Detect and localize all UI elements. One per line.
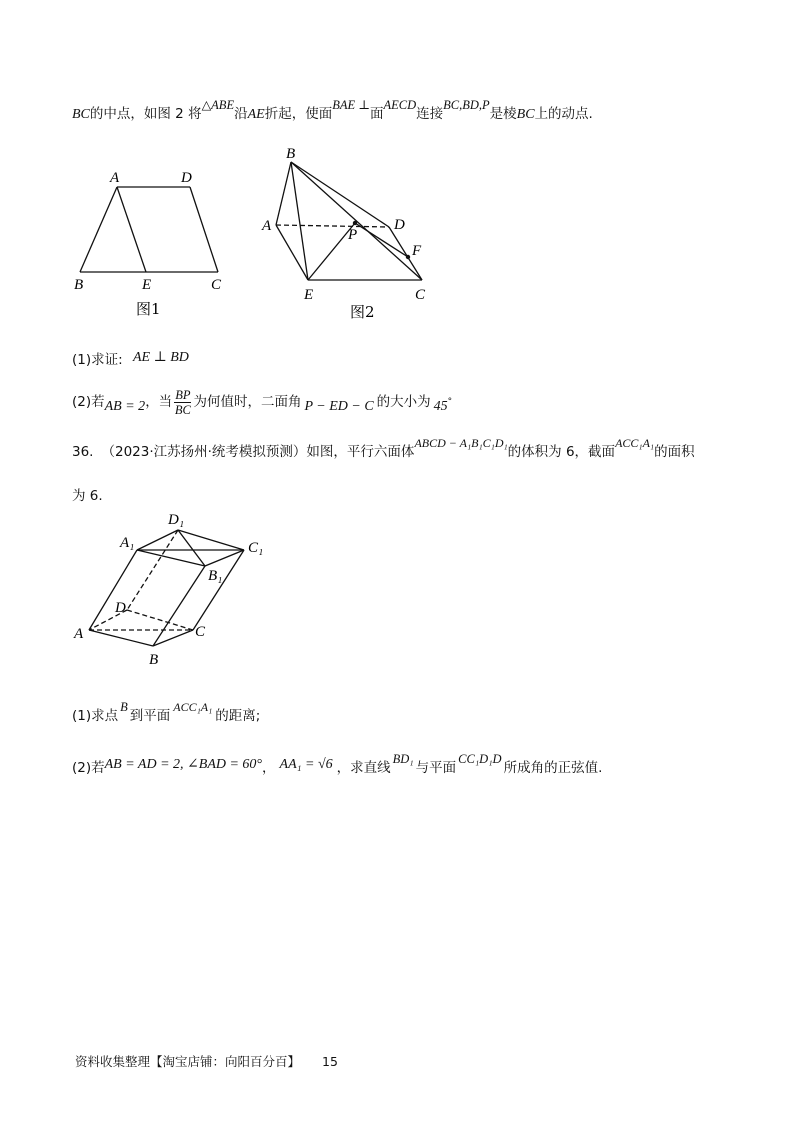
footer-text: 资料收集整理【淘宝店铺：向阳百分百】 <box>75 1054 301 1069</box>
math-bc: BC <box>72 107 90 122</box>
q2-size-is: 的大小为 <box>376 394 431 410</box>
q36-1-distance: 的距离; <box>215 708 261 724</box>
fig2-label-e: E <box>304 287 314 303</box>
text-along: 沿 <box>234 106 248 122</box>
q1-math: AE ⊥ BD <box>132 350 189 365</box>
fig3-label-c1: C₁ <box>248 540 264 556</box>
q2-45: 45 <box>433 399 448 414</box>
math-section: ACC₁A₁ <box>615 436 655 450</box>
math-ae: AE <box>247 107 265 122</box>
fig1-label-a: A <box>110 170 120 186</box>
text-moving-point: 上的动点. <box>534 106 593 122</box>
problem-intro-line <box>72 98 593 125</box>
q2-ab-eq-2: AB = 2 <box>104 399 146 414</box>
question-36-1 <box>72 700 261 726</box>
q36-2-find-line: ，求直线 <box>336 760 391 776</box>
fig3-label-c: C <box>195 624 206 640</box>
q2-angle-name: P − ED − C <box>304 399 374 414</box>
math-bc-bd-p: BC,BD,P <box>443 98 490 112</box>
text-fold: 折起，使面 <box>264 106 333 122</box>
q36-2-prefix: (2)若 <box>72 760 105 776</box>
fig1-label-d: D <box>181 170 192 186</box>
fig2-label-a: A <box>262 218 272 234</box>
fig2-caption: 图2 <box>350 303 375 321</box>
math-plane-acc1a1: ACC₁A₁ <box>173 700 213 714</box>
fig1-caption: 图1 <box>136 300 161 318</box>
fig1-label-c: C <box>211 277 222 293</box>
math-aecd: AECD <box>383 98 417 112</box>
text-volume: 的体积为 6，截面 <box>507 444 616 460</box>
math-conditions: AB = AD = 2, ∠BAD = 60° <box>104 757 263 772</box>
math-parallelepiped: ABCD − A₁B₁C₁D₁ <box>414 436 508 450</box>
fraction-numerator: BP <box>175 387 191 402</box>
text-is-edge: 是棱 <box>489 106 517 122</box>
fraction-bp-bc <box>174 388 191 417</box>
figure-1 <box>70 160 250 330</box>
problem-number: 36. <box>72 444 94 460</box>
problem-36-line2 <box>72 486 103 506</box>
question-2 <box>72 386 452 420</box>
q36-2-with-plane: 与平面 <box>415 760 457 776</box>
fig3-label-d1: D₁ <box>168 512 185 528</box>
fig3-label-b1: B₁ <box>208 568 223 584</box>
text-midpoint: 的中点，如图 2 将 <box>89 106 202 122</box>
problem-36-line1 <box>72 436 695 462</box>
question-36-2 <box>72 752 603 779</box>
q2-degree: ° <box>447 397 453 407</box>
problem-source: （2023·江苏扬州·统考模拟预测）如图，平行六面体 <box>101 444 415 460</box>
fig2-label-c: C <box>415 287 426 303</box>
q2-dihedral: 为何值时，二面角 <box>193 394 302 410</box>
fig3-label-a1: A₁ <box>120 535 135 551</box>
figure-2 <box>255 140 445 325</box>
page-footer <box>75 1052 338 1070</box>
fig1-label-e: E <box>142 277 152 293</box>
q1-prefix: (1)求证: <box>72 352 123 368</box>
fig3-label-d: D <box>115 600 126 616</box>
math-bc-2: BC <box>516 107 535 122</box>
math-point-b: B <box>120 700 128 714</box>
text-face: 面 <box>370 106 384 122</box>
q2-when: ，当 <box>145 394 173 410</box>
q36-2-comma: ， <box>262 760 276 776</box>
math-triangle-abe: △ABE <box>201 98 235 112</box>
fig1-label-b: B <box>74 277 84 293</box>
question-1 <box>72 350 189 371</box>
q36-2-sine: 所成角的正弦值. <box>503 760 603 776</box>
math-bae-perp: BAE ⊥ <box>332 98 370 112</box>
text-is-6: 为 6. <box>72 488 103 504</box>
math-aa1: AA₁ = √6 <box>279 757 333 772</box>
fig2-label-b: B <box>286 146 296 162</box>
text-connect: 连接 <box>416 106 444 122</box>
q2-prefix: (2)若 <box>72 394 105 410</box>
fig3-label-a: A <box>74 626 84 642</box>
math-plane-cc1d1d: CC₁D₁D <box>458 752 502 766</box>
text-area: 的面积 <box>654 444 695 460</box>
fig2-label-f: F <box>412 243 422 259</box>
q36-1-prefix: (1)求点 <box>72 708 119 724</box>
math-bd1: BD₁ <box>392 752 414 766</box>
fraction-denominator: BC <box>174 402 191 417</box>
fig2-label-p: P <box>348 227 358 243</box>
page-number: 15 <box>322 1054 338 1069</box>
fig3-label-b: B <box>149 652 159 668</box>
q36-1-to-plane: 到平面 <box>129 708 171 724</box>
figure-3-parallelepiped <box>70 508 285 673</box>
fig2-label-d: D <box>394 217 405 233</box>
